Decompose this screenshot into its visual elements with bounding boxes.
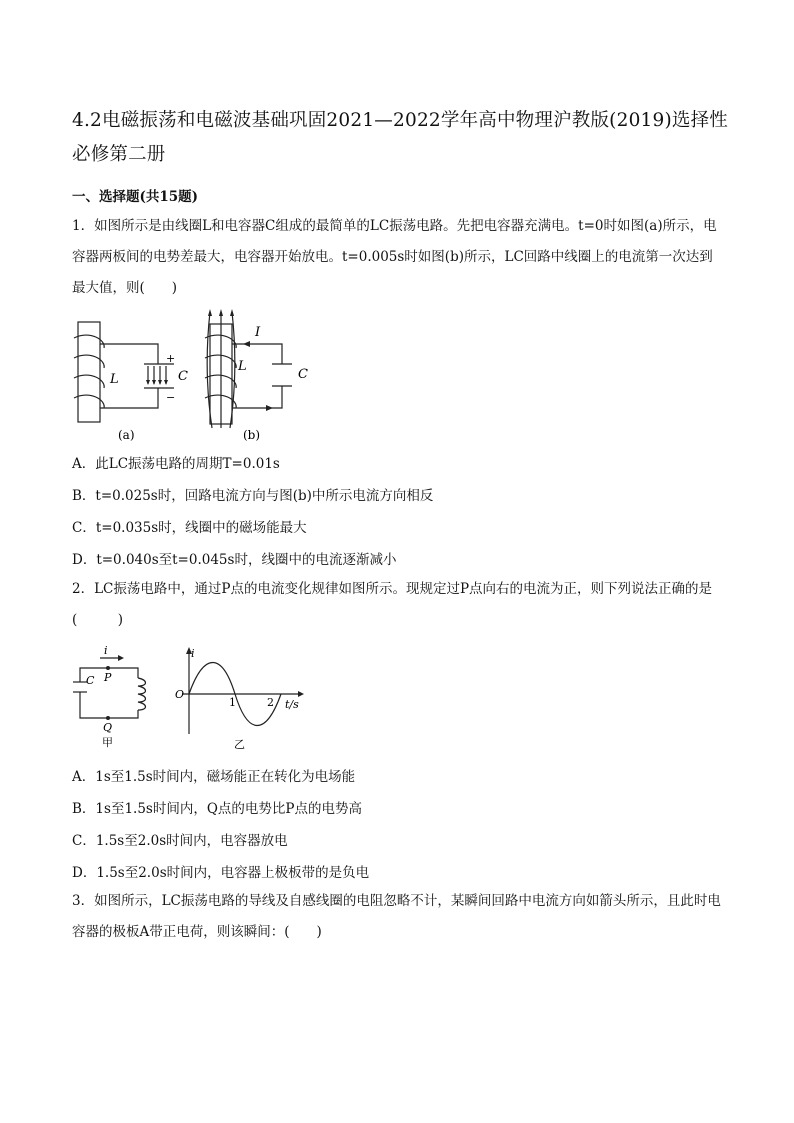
inductor-coil-2 — [138, 678, 146, 710]
label-I: I — [255, 325, 261, 340]
label-plus: + — [166, 352, 176, 365]
question-1-figure — [70, 308, 330, 448]
section-heading: 一、选择题(共15题) — [72, 189, 199, 205]
question-2-option-a: A．1s至1.5s时间内，磁场能正在转化为电场能 — [72, 769, 356, 785]
wire-a-top — [100, 344, 158, 364]
question-3-stem: 3．如图所示，LC振荡电路的导线及自感线圈的电阻忽略不计，某瞬间回路中电流方向如箭头所示，且此时电容器的极板A带正电荷，则该瞬间：( ) — [72, 893, 721, 940]
label-jia: 甲 — [102, 736, 113, 749]
label-C-a: C — [178, 369, 188, 384]
wire-a-bottom — [100, 388, 158, 408]
label-fig-b: (b) — [243, 428, 261, 442]
label-Q: Q — [103, 721, 113, 734]
label-L-b: L — [238, 359, 247, 374]
label-C-2: C — [86, 674, 95, 687]
question-1-option-a: A．此LC振荡电路的周期T=0.01s — [72, 456, 280, 472]
label-i-circuit: i — [104, 644, 108, 657]
document-title: 4.2电磁振荡和电磁波基础巩固2021—2022学年高中物理沪教版(2019)选择性必修第二册 — [72, 110, 729, 165]
point-P — [106, 666, 110, 670]
label-L-a: L — [110, 372, 119, 387]
label-t-axis: t/s — [285, 698, 299, 711]
label-yi: 乙 — [234, 738, 245, 751]
label-fig-a: (a) — [118, 428, 135, 442]
label-C-b: C — [298, 367, 308, 382]
question-1-option-c: C．t=0.035s时，线圈中的磁场能最大 — [72, 520, 307, 536]
question-1-stem: 1．如图所示是由线圈L和电容器C组成的最简单的LC振荡电路。先把电容器充满电。t=0时如图(a)所示，电容器两板间的电势差最大，电容器开始放电。t=0.005s时如图(b)所示，LC回路中线圈上的电流第一次达到最大值，则( ) — [72, 218, 717, 296]
label-P: P — [104, 671, 112, 684]
point-Q — [106, 716, 110, 720]
label-minus: − — [166, 391, 176, 404]
label-O: O — [175, 688, 185, 701]
current-arrow-bottom — [266, 405, 273, 411]
question-2-stem: 2．LC振荡电路中，通过P点的电流变化规律如图所示。现规定过P点向右的电流为正，则下列说法正确的是( ) — [72, 581, 713, 628]
current-arrow-top — [243, 341, 250, 347]
question-2-figure — [72, 644, 312, 754]
question-2-option-d: D．1.5s至2.0s时间内，电容器上极板带的是负电 — [72, 865, 370, 881]
magnetic-field-lines — [207, 312, 235, 428]
question-1-option-d: D．t=0.040s至t=0.045s时，线圈中的电流逐渐减小 — [72, 552, 397, 568]
tick-1: 1 — [229, 696, 236, 709]
question-2-option-c: C．1.5s至2.0s时间内，电容器放电 — [72, 833, 288, 849]
question-2-option-b: B．1s至1.5s时间内，Q点的电势比P点的电势高 — [72, 801, 362, 817]
label-i-axis: i — [191, 647, 195, 660]
wire-2-bottom — [80, 692, 138, 718]
wire-b-bottom — [232, 386, 282, 408]
tick-2: 2 — [267, 696, 274, 709]
question-1-option-b: B．t=0.025s时，回路电流方向与图(b)中所示电流方向相反 — [72, 488, 434, 504]
